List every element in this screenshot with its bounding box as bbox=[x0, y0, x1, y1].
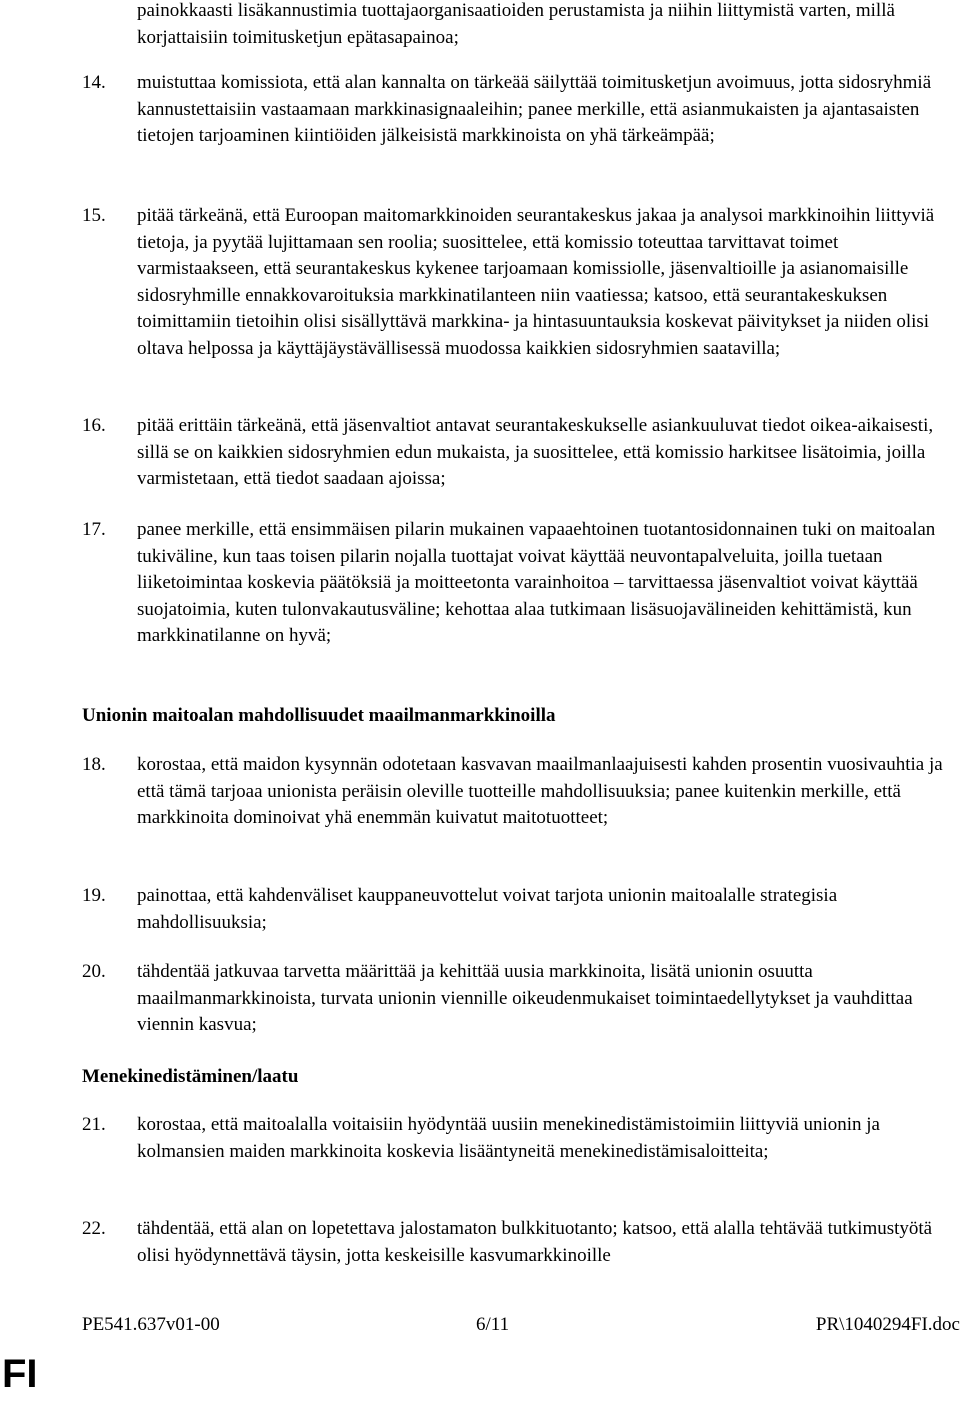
continuation-text: painokkaasti lisäkannustimia tuottajaorganisaatioiden perustamista ja niihin liittymistä varten, millä korjattaisiin toimitusketjun epätasapainoa; bbox=[137, 0, 895, 48]
section-heading-promotion-quality: Menekinedistäminen/laatu bbox=[82, 1066, 299, 1087]
paragraph-text: tähdentää jatkuvaa tarvetta määrittää ja kehittää uusia markkinoita, lisätä unionin osuutta maailmanmarkkinoista, turvata unionin viennille oikeudenmukaiset toimintaedellytykset ja vauhdittaa viennin kasvua; bbox=[137, 961, 913, 1035]
paragraph-18 bbox=[82, 752, 952, 832]
paragraph-21 bbox=[82, 1112, 952, 1165]
paragraph-text: korostaa, että maitoalalla voitaisiin hyödyntää uusiin menekinedistämistoimiin liittyviä unionin ja kolmansien maiden markkinoita koskevia lisääntyneitä menekinedistämisaloitteita; bbox=[137, 1114, 880, 1162]
paragraph-text: pitää erittäin tärkeänä, että jäsenvaltiot antavat seurantakeskukselle asiankuuluvat tiedot oikea-aikaisesti, sillä se on kaikkien sidosryhmien edun mukaista, ja suosittelee, että komissio harkitsee lisätoimia, joilla varmistetaan, että tiedot saadaan ajoissa; bbox=[137, 415, 934, 489]
paragraph-number: 22. bbox=[82, 1218, 106, 1239]
paragraph-number: 21. bbox=[82, 1114, 106, 1135]
paragraph-number: 17. bbox=[82, 519, 106, 540]
paragraph-text: panee merkille, että ensimmäisen pilarin mukainen vapaaehtoinen tuotantosidonnainen tuki on maitoalan tukiväline, kun taas toisen pilarin nojalla tuottajat voivat käyttää neuvontapalveluita, joilla tuetaan liiketoimintaa koskevia päätöksiä ja moitteetonta varainhoitoa – tarvittaessa jäsenvaltiot voivat käyttää suojatoimia, kuten tulonvakautusväline; kehottaa alaa tutkimaan lisäsuojavälineiden kehittämistä, kun markkinatilanne on hyvä; bbox=[137, 519, 936, 646]
paragraph-text: muistuttaa komissiota, että alan kannalta on tärkeää säilyttää toimitusketjun avoimuus, jotta sidosryhmiä kannustettaisiin vastaamaan markkinasignaaleihin; panee merkille, että asianmukaisten ja ajantasaisten tietojen tarjoaminen kiintiöiden jälkeisistä markkinoista on yhä tärkeämpää; bbox=[137, 72, 932, 146]
paragraph-17 bbox=[82, 517, 952, 650]
paragraph-number: 15. bbox=[82, 205, 106, 226]
paragraph-number: 18. bbox=[82, 754, 106, 775]
paragraph-number: 16. bbox=[82, 415, 106, 436]
paragraph-number: 14. bbox=[82, 72, 106, 93]
paragraph-22 bbox=[82, 1216, 952, 1269]
section-heading-world-markets: Unionin maitoalan mahdollisuudet maailmanmarkkinoilla bbox=[82, 705, 556, 726]
paragraph-16 bbox=[82, 413, 952, 493]
paragraph-text: korostaa, että maidon kysynnän odotetaan kasvavan maailmanlaajuisesti kahden prosentin vuosivauhtia ja että tämä tarjoaa unionista peräisin oleville tuotteille mahdollisuuksia; panee kuitenkin merkille, että markkinoita dominoivat yhä enemmän kuivatut maitotuotteet; bbox=[137, 754, 943, 828]
paragraph-text: painottaa, että kahdenväliset kauppaneuvottelut voivat tarjota unionin maitoalalle strategisia mahdollisuuksia; bbox=[137, 885, 838, 933]
language-code: FI bbox=[2, 1352, 38, 1396]
paragraph-number: 19. bbox=[82, 885, 106, 906]
footer-page-number: 6/11 bbox=[476, 1314, 510, 1335]
footer-document-reference: PE541.637v01-00 bbox=[82, 1314, 220, 1335]
footer-file-name: PR\1040294FI.doc bbox=[815, 1314, 960, 1335]
paragraph-14 bbox=[82, 70, 952, 150]
paragraph-20 bbox=[82, 959, 952, 1039]
paragraph-15 bbox=[82, 203, 952, 362]
paragraph-text: pitää tärkeänä, että Euroopan maitomarkkinoiden seurantakeskus jakaa ja analysoi markkinoihin liittyviä tietoja, ja pyytää lujittamaan sen roolia; suosittelee, että komissio toteuttaa tarvittavat toimet varmistaakseen, että seurantakeskus kykenee tarjoamaan komissiolle, jäsenvaltioille ja asianomaisille sidosryhmille ennakkovaroituksia markkinatilanteen niin vaatiessa; katsoo, että seurantakeskuksen toimittamiin tietoihin olisi sisällyttävä markkina- ja hintasuuntauksia koskevat päivitykset ja niiden olisi oltava helpossa ja käyttäjäystävällisessä muodossa kaikkien sidosryhmien saatavilla; bbox=[137, 205, 935, 359]
paragraph-19 bbox=[82, 883, 952, 936]
paragraph-text: tähdentää, että alan on lopetettava jalostamaton bulkkituotanto; katsoo, että alalla tehtävää tutkimustyötä olisi hyödynnettävä täysin, jotta keskeisille kasvumarkkinoille bbox=[137, 1218, 933, 1266]
paragraph-number: 20. bbox=[82, 961, 106, 982]
